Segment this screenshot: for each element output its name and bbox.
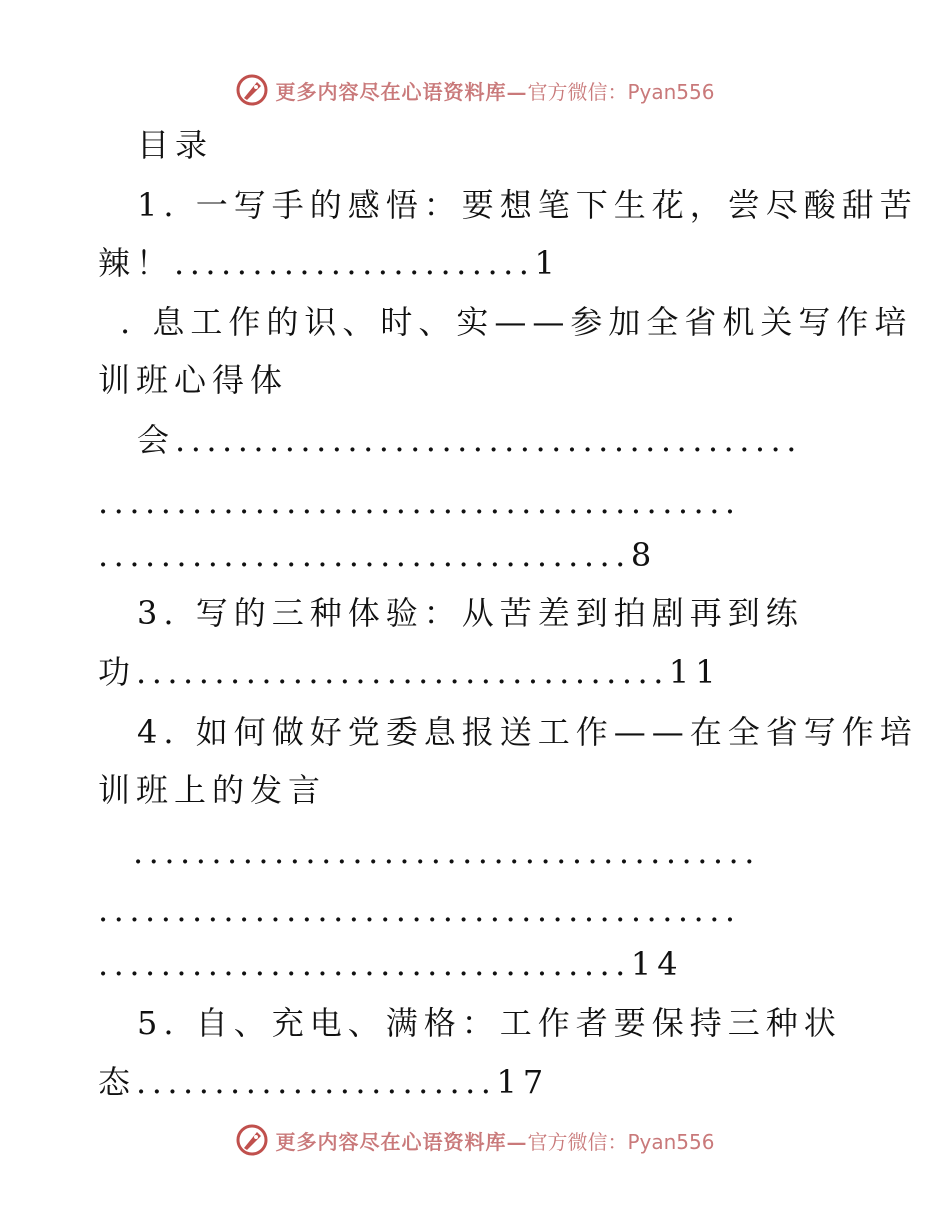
- toc-entry-2-line2: 训班心得体: [98, 361, 289, 399]
- toc-page-number: 1: [534, 244, 561, 282]
- toc-leader: .......................: [136, 1063, 497, 1101]
- toc-entry-2-line1: . 息工作的识、时、实——参加全省机关写作培: [120, 303, 913, 341]
- toc-page-number: 11: [668, 653, 722, 691]
- toc-leader: ........................................: [133, 833, 760, 871]
- toc-entry-1-line1: 1. 一写手的感悟：要想笔下生花，尝尽酸甜苦: [137, 186, 918, 224]
- toc-entry-4-line1: 4. 如何做好党委息报送工作——在全省写作培: [137, 713, 918, 751]
- toc-page-number: 17: [496, 1063, 550, 1101]
- toc-entry-3-line2: 功..................................11: [98, 653, 722, 691]
- toc-leader: .......................: [174, 244, 535, 282]
- toc-entry-4-tail: [98, 944, 684, 984]
- toc-entry-2-line3: 会........................................: [137, 421, 802, 459]
- footer-banner: [0, 1120, 950, 1160]
- toc-leader: ..................................: [136, 653, 669, 691]
- toc-page-number: 8: [630, 536, 658, 574]
- toc-entry-1-line2: 辣！.......................1: [98, 244, 561, 282]
- toc-page-number: 14: [630, 945, 684, 983]
- toc-entry-5-line1: 5. 自、充电、满格：工作者要保持三种状: [137, 1004, 842, 1042]
- toc-entry-5-line2: 态.......................17: [98, 1063, 550, 1101]
- toc-leader: .........................................: [98, 891, 741, 929]
- toc-leader: .........................................: [98, 483, 741, 521]
- toc-leader: ........................................: [175, 421, 802, 459]
- banner-text: 更多内容尽在心语资料库—官方微信：Pyan556: [275, 79, 715, 104]
- toc-entry-2-tail: [98, 535, 657, 575]
- pen-nib-logo-icon: [235, 73, 269, 107]
- toc-entry-4-line2: 训班上的发言: [98, 771, 327, 809]
- banner-text: 更多内容尽在心语资料库—官方微信：Pyan556: [275, 1129, 715, 1154]
- toc-title: 目录: [137, 126, 214, 164]
- toc-leader: ..................................: [98, 536, 631, 574]
- header-banner: [0, 70, 950, 110]
- toc-entry-3-line1: 3. 写的三种体验：从苦差到拍剧再到练: [137, 594, 804, 632]
- pen-nib-logo-icon: [235, 1123, 269, 1157]
- toc-leader: ..................................: [98, 945, 631, 983]
